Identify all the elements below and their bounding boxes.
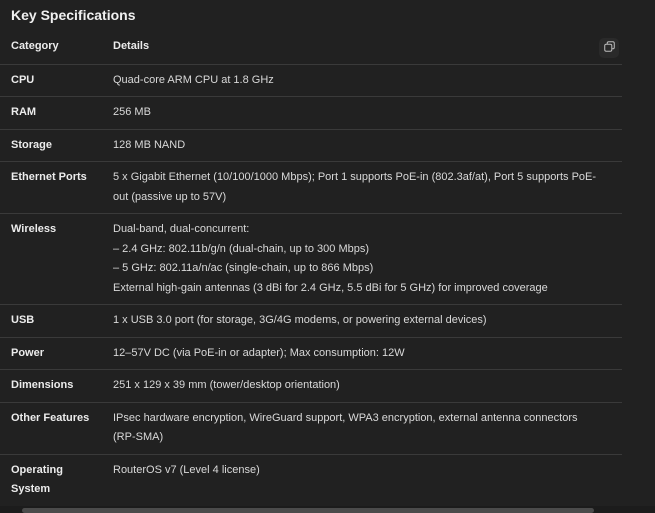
copy-icon [604, 39, 615, 57]
spec-detail-line: RouterOS v7 (Level 4 license) [113, 463, 260, 476]
spec-detail-line: External high-gain antennas (3 dBi for 2.4 GHz, 5.5 dBi for 5 GHz) for improved coverage [113, 281, 548, 294]
table-row [0, 402, 622, 454]
spec-details [102, 305, 622, 338]
table-row [0, 370, 622, 403]
spec-detail-line: 128 MB NAND [113, 138, 186, 151]
spec-category: Ethernet Ports [11, 171, 87, 183]
spec-category: CPU [11, 73, 35, 86]
specs-table [0, 31, 622, 506]
table-row [0, 129, 622, 162]
spec-details [102, 162, 622, 214]
table-header-row [0, 31, 622, 64]
spec-detail-line: 256 MB [113, 106, 151, 118]
spec-detail-line: – 5 GHz: 802.11a/n/ac (single-chain, up to 866 Mbps) [113, 262, 374, 274]
spec-details [102, 214, 622, 305]
section-heading: Key Specifications [11, 7, 136, 23]
spec-details [102, 370, 622, 403]
table-row [0, 162, 622, 214]
column-header-category: Category [11, 40, 59, 52]
spec-detail-line: – 2.4 GHz: 802.11b/g/n (dual-chain, up to 300 Mbps) [113, 242, 370, 255]
spec-details [102, 129, 622, 162]
spec-category: Wireless [11, 223, 57, 235]
table-row [0, 337, 622, 370]
spec-category: Storage [11, 138, 52, 151]
column-header-details: Details [113, 40, 150, 52]
spec-details [102, 454, 622, 506]
spec-detail-line: 1 x USB 3.0 port (for storage, 3G/4G modems, or powering external devices) [113, 314, 487, 326]
spec-detail-line: 251 x 129 x 39 mm (tower/desktop orientation) [113, 379, 340, 391]
spec-category: Other Features [11, 411, 90, 424]
specs-table-container[interactable] [0, 31, 622, 511]
spec-category: RAM [11, 106, 37, 118]
spec-details [102, 402, 622, 454]
spec-category: USB [11, 314, 35, 326]
spec-category: Operating System [11, 463, 63, 495]
spec-details [102, 97, 622, 130]
spec-category: Power [11, 346, 45, 359]
horizontal-scrollbar[interactable] [0, 506, 655, 513]
table-row [0, 97, 622, 130]
spec-detail-line: Dual-band, dual-concurrent: [113, 223, 250, 235]
scrollbar-thumb[interactable] [22, 508, 594, 513]
spec-detail-line: Quad-core ARM CPU at 1.8 GHz [113, 73, 274, 86]
spec-detail-line: out (passive up to 57V) [113, 190, 227, 203]
table-row [0, 214, 622, 305]
copy-table-button[interactable] [599, 38, 619, 58]
spec-detail-line: 12–57V DC (via PoE-in or adapter); Max consumption: 12W [113, 346, 405, 359]
spec-details [102, 337, 622, 370]
spec-details [102, 64, 622, 97]
table-row [0, 305, 622, 338]
spec-detail-line: 5 x Gigabit Ethernet (10/100/1000 Mbps); Port 1 supports PoE-in (802.3af/at), Port 5 supports PoE- [113, 171, 597, 183]
spec-detail-line: (RP-SMA) [113, 431, 164, 443]
spec-category: Dimensions [11, 379, 74, 391]
table-row [0, 454, 622, 506]
spec-detail-line: IPsec hardware encryption, WireGuard support, WPA3 encryption, external antenna connectors [113, 411, 578, 424]
table-row [0, 64, 622, 97]
